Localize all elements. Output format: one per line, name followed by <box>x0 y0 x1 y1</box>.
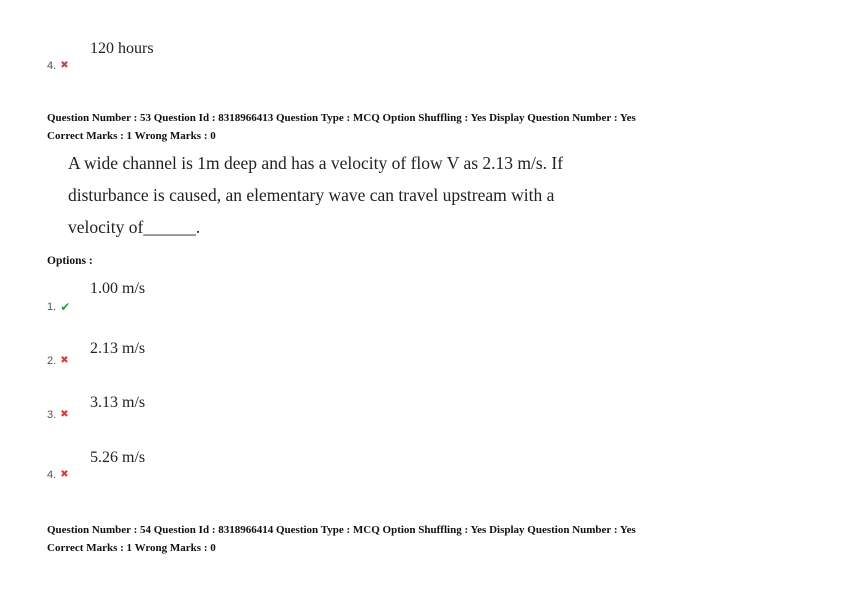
option-1-text: 1.00 m/s <box>90 280 146 297</box>
option-4-text: 5.26 m/s <box>90 449 146 466</box>
option-1-number <box>47 301 70 313</box>
option-number: 3. <box>47 409 57 421</box>
option-number: 1. <box>47 301 57 313</box>
option-number: 4. <box>47 60 57 72</box>
options-label: Options : <box>47 255 93 267</box>
option-number: 4. <box>47 469 57 481</box>
question-text-line-1: A wide channel is 1m deep and has a velocity of flow V as 2.13 m/s. If <box>68 153 564 173</box>
question-54-meta: Question Number : 54 Question Id : 8318966414 Question Type : MCQ Option Shuffling : Yes Display Question Number : Yes <box>47 524 636 536</box>
cross-icon: ✖ <box>60 469 69 480</box>
option-number: 2. <box>47 355 57 367</box>
option-3-number <box>47 409 69 421</box>
question-53-meta: Question Number : 53 Question Id : 8318966413 Question Type : MCQ Option Shuffling : Yes Display Question Number : Yes <box>47 112 636 124</box>
question-54-marks: Correct Marks : 1 Wrong Marks : 0 <box>47 542 216 554</box>
prev-option-4-number <box>47 60 69 72</box>
option-4-number <box>47 469 69 481</box>
prev-option-4-text: 120 hours <box>90 40 154 57</box>
option-2-number <box>47 355 69 367</box>
cross-icon: ✖ <box>60 409 69 420</box>
option-2-text: 2.13 m/s <box>90 340 146 357</box>
option-3-text: 3.13 m/s <box>90 394 146 411</box>
cross-icon: ✖ <box>60 355 69 366</box>
check-icon: ✔ <box>60 300 71 314</box>
question-text-line-2: disturbance is caused, an elementary wave can travel upstream with a <box>68 185 555 205</box>
question-53-marks: Correct Marks : 1 Wrong Marks : 0 <box>47 130 216 142</box>
question-text-line-3: velocity of______. <box>68 217 201 237</box>
cross-icon: ✖ <box>60 60 69 71</box>
